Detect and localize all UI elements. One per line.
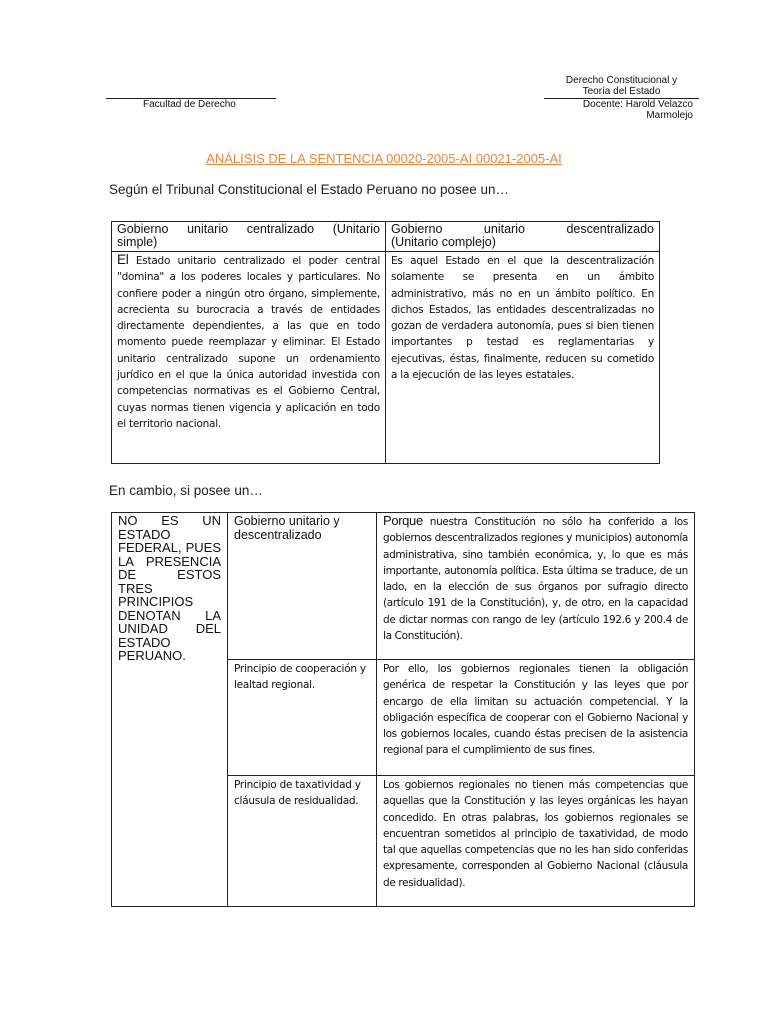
header-centralized-line-2: simple) — [117, 235, 158, 249]
teacher-name — [560, 99, 693, 121]
principle-description: Los gobiernos regionales no tienen más competencias que aquellas que la Constitución y las leyes orgánicas les hayan concedido. En otras palabras, los gobiernos regionales se encuentran sometidos al principio de taxatividad, de modo tal que aquellas competencias que no les han sido conferidas expresamente, corresponden al Gobierno Nacional (cláusula de residualidad). — [377, 776, 695, 907]
centralized-first-word: El — [117, 252, 129, 267]
course-name — [544, 75, 699, 97]
principle-description: Por ello, los gobiernos regionales tienen la obligación genérica de respetar la Constitución y las leyes que por encargo de ella limitan su actuación competencial. Y la obligación específica de cooperar con el Gobierno Nacional y los gobiernos locales, cuando éstas precisen de la asistencia regional para el cumplimiento de sus fines. — [377, 660, 695, 776]
course-line-1: Derecho Constitucional y — [565, 75, 678, 86]
header-decentralized — [386, 222, 660, 252]
decentralized-description: Es aquel Estado en el que la descentralización solamente se presenta en un ámbito administrativo, más no en un ámbito político. En dichos Estados, las entidades descentralizadas no gozan de verdadera autonomía, pues si bien tienen importantes p testad es reglamentarias y ejecutivas, éstas, finalmente, reducen su cometido a la ejecución de las leyes estatales. — [386, 252, 660, 464]
state-type-table — [111, 221, 660, 464]
table-header-row — [112, 222, 660, 252]
course-line-2: Teoría del Estado — [582, 86, 661, 97]
centralized-description — [112, 252, 386, 464]
principle-description-text: nuestra Constitución no sólo ha conferido a los gobiernos descentralizados regiones y municipios) autonomía administrativa, sino también económica, y, lo que es más importante, autonomía política. Esta última se traduce, de un lado, en la elección de sus órganos por sufragio directo (artículo 191 de la Constitución), y, de otro, en la capacidad de dictar normas con rango de ley (artículo 192.6 y 200.4 de la Constitución). — [383, 516, 688, 643]
principles-table — [111, 512, 695, 907]
intro-text-2: En cambio, si posee un… — [109, 483, 263, 498]
principle-name: Principio de cooperación y lealtad regional. — [228, 660, 377, 776]
header-decentralized-line-2: (Unitario complejo) — [391, 235, 496, 249]
federal-statement: NO ES UN ESTADO FEDERAL, PUES LA PRESENCIA DE ESTOS TRES PRINCIPIOS DENOTAN LA UNIDAD DEL ESTADO PERUANO. — [112, 513, 228, 907]
table-body-row — [112, 252, 660, 464]
teacher-line-2: Marmolejo — [646, 110, 693, 121]
header-centralized — [112, 222, 386, 252]
principle-row-1 — [112, 513, 695, 660]
principle-description — [377, 513, 695, 660]
header-centralized-line-1: Gobierno unitario centralizado (Unitario — [117, 222, 380, 236]
principle-first-word: Porque — [383, 513, 423, 528]
intro-text-1: Según el Tribunal Constitucional el Estado Peruano no posee un… — [109, 182, 510, 197]
principle-name: Gobierno unitario y descentralizado — [228, 513, 377, 660]
document-title: ANÁLISIS DE LA SENTENCIA 00020-2005-AI 00021-2005-AI — [206, 151, 562, 166]
faculty-name: Facultad de Derecho — [143, 99, 236, 110]
principle-name: Principio de taxatividad y cláusula de residualidad. — [228, 776, 377, 907]
teacher-line-1: Docente: Harold Velazco — [582, 99, 693, 110]
header-decentralized-line-1: Gobierno unitario descentralizado — [391, 222, 654, 236]
centralized-text: Estado unitario centralizado el poder central "domina" a los poderes locales y particulares. No confiere poder a ningún otro órgano, simplemente, acrecienta su burocracia a través de entidades directamente dependientes, a las que en todo momento puede reemplazar y eliminar. El Estado unitario centralizado supone un ordenamiento jurídico en el que la única autoridad investida con competencias normativas es el Gobierno Central, cuyas normas tienen vigencia y aplicación en todo el territorio nacional. — [117, 255, 381, 430]
